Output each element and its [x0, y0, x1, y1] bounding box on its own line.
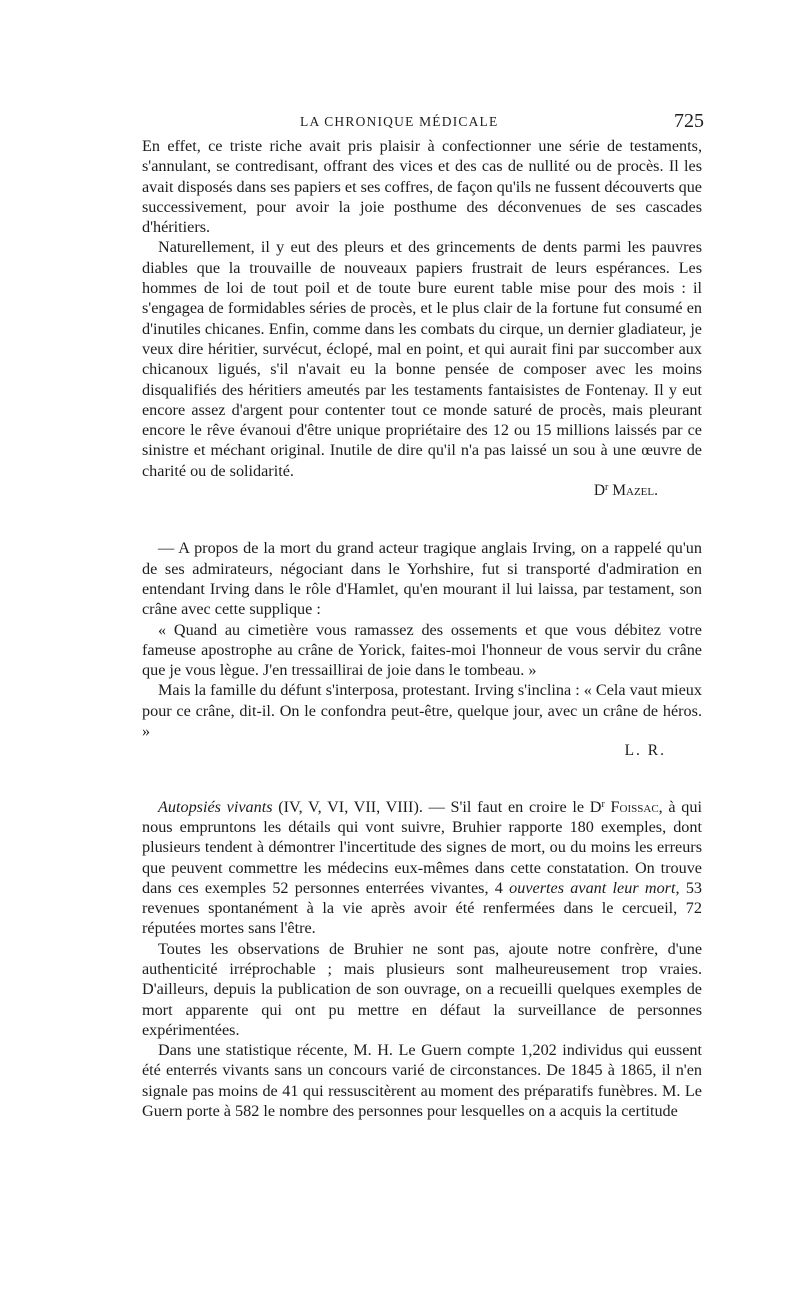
- paragraph: Dans une statistique récente, M. H. Le Guern compte 1,202 individus qui eussent été enterrés vivants sans un concours varié de circonstances. De 1845 à 1865, il n'en signale pas moins de 41 qui ressuscitèrent au moment des préparatifs funèbres. M. Le Guern porte à 582 le nombre des personnes pour lesquelles on a acquis la certitude: [142, 1041, 702, 1121]
- paragraph: Mais la famille du défunt s'interposa, protestant. Irving s'inclina : « Cela vaut mieux pour ce crâne, dit-il. On le confondra peut-être, quelque jour, avec un crâne de héros. »: [142, 681, 702, 741]
- text-run: , 53 revenues spontanément à la vie après avoir été renfermées dans le cercueil, 72 réputées mortes sans l'être.: [142, 878, 703, 938]
- article-irving: [142, 538, 702, 761]
- signature-name: Mazel.: [612, 482, 658, 500]
- article-fontenay: [142, 136, 702, 501]
- article-refs: (IV, V, VI, VII, VIII). — S'il faut en croire le: [272, 797, 590, 816]
- page-number: 725: [674, 110, 704, 132]
- signature-lr: L. R.: [624, 742, 666, 760]
- paragraph: Naturellement, il y eut des pleurs et des grincements de dents parmi les pauvres diables que la trouvaille de nouveaux papiers frustrait de leurs espérances. Les hommes de loi de tout poil et de toute bure eurent table mise pour des mois : il s'engagea de formidables séries de procès, et le plus clair de la fortune fut consumé en d'inutiles chicanes. Enfin, comme dans les combats du cirque, un dernier gladiateur, je veux dire héritier, survécut, éclopé, mal en point, et qui aurait fini par succomber aux chicanoux ligués, s'il n'avait eu la bonne pensée de composer avec les moins disqualifiés des héritiers ameutés par les testaments fantaisistes de Fontenay. Il y eut encore assez d'argent pour contenter tout ce monde saturé de procès, mais pleurant encore le rêve évanoui d'être unique propriétaire des 12 ou 15 millions laissés par ce sinistre et méchant original. Inutile de dire qu'il n'a pas laissé un sou à une œuvre de charité ou de solidarité.: [142, 238, 702, 480]
- article-autopsies: [142, 797, 702, 1122]
- running-title: LA CHRONIQUE MÉDICALE: [300, 114, 499, 129]
- signature-prefix: D: [593, 482, 606, 500]
- paragraph: En effet, ce triste riche avait pris plaisir à confectionner une série de testaments, s'annulant, se contredisant, offrant des vices et des cas de nullité ou de procès. Il les avait disposés dans ses papiers et ses coffres, de façon qu'ils ne fussent découverts que successivement, pour avoir la joie posthume des déconvenues de ses cascades d'héritiers.: [142, 137, 702, 237]
- article-title: Autopsiés vivants: [158, 797, 273, 816]
- paragraph: [142, 797, 702, 939]
- page: [142, 112, 702, 1121]
- paragraph: Toutes les observations de Bruhier ne sont pas, ajoute notre confrère, d'une authenticité irréprochable ; mais plusieurs sont malheureusement trop vraies. D'ailleurs, depuis la publication de son ouvrage, on a recueilli quelques exemples de mort apparente qui ont pu mettre en défaut la surveillance de personnes expérimentées.: [142, 939, 702, 1039]
- dr-name: Foissac: [610, 797, 659, 816]
- paragraph: — A propos de la mort du grand acteur tragique anglais Irving, on a rappelé qu'un de ses admirateurs, négociant dans le Yorhshire, fut si transporté d'admiration en entendant Irving dans le rôle d'Hamlet, qu'en mourant il lui laissa, par testament, son crâne avec cette supplique :: [142, 539, 702, 619]
- dr-prefix: D: [589, 797, 602, 816]
- running-head: [142, 112, 702, 136]
- signature-mazel: [142, 481, 702, 501]
- signature-sup: r: [605, 482, 609, 494]
- paragraph: « Quand au cimetière vous ramassez des ossements et que vous débitez votre fameuse apostrophe au crâne de Yorick, faites-moi l'honneur de vous servir du crâne que je vous lègue. J'en tressaillirai de joie dans le tombeau. »: [142, 620, 702, 680]
- italic-run: ouvertes avant leur mort: [509, 878, 676, 897]
- text-run: , à qui nous empruntons les détails qui vont suivre, Bruhier rapporte 180 exemples, dont plusieurs tendent à démontrer l'incertitude des signes de mort, ou du moins les erreurs que peuvent commettre les médecins eux-mêmes dans cette constatation. On trouve dans ces exemples 52 personnes enterrées vivantes, 4: [142, 797, 702, 897]
- dr-sup: r: [601, 798, 605, 810]
